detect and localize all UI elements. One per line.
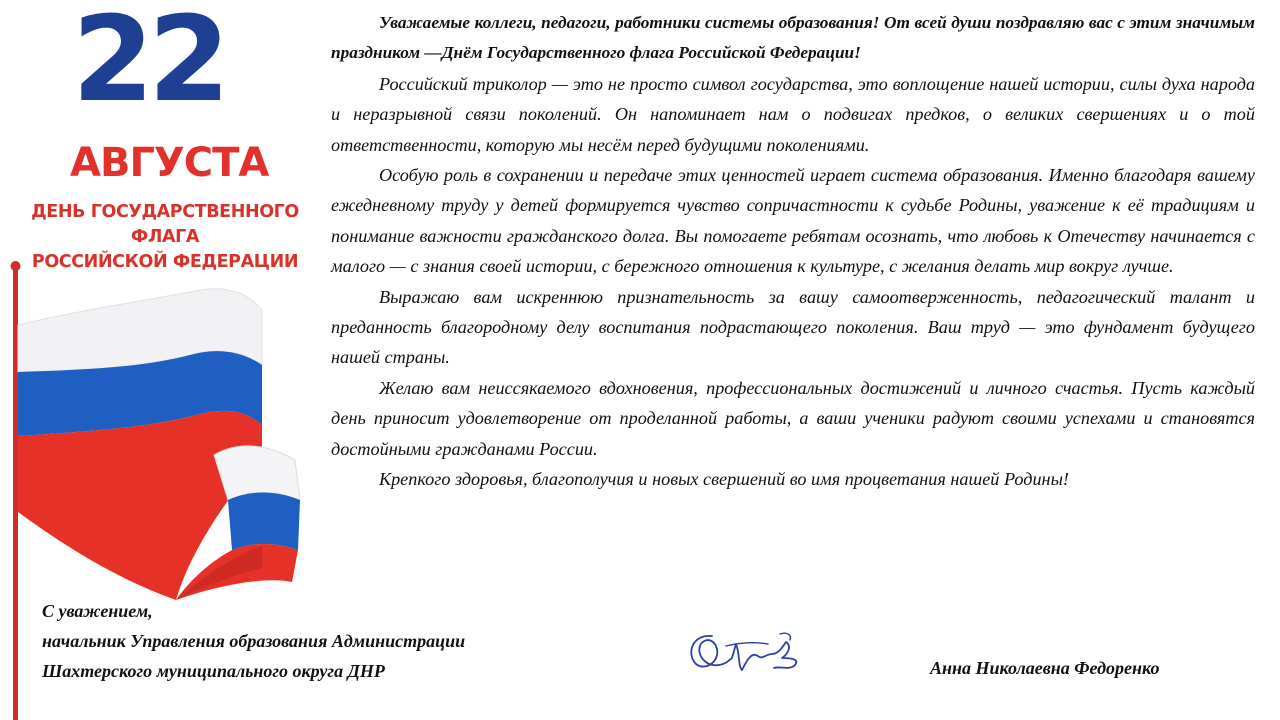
holiday-title-line1: ДЕНЬ ГОСУДАРСТВЕННОГО ФЛАГА (31, 202, 299, 247)
closing-regards: С уважением, (42, 601, 153, 621)
flag-pole-finial (11, 261, 21, 271)
signer-name: Анна Николаевна Федоренко (930, 658, 1160, 678)
signer-organization: Шахтерского муниципального округа ДНР (42, 661, 385, 681)
date-month: АВГУСТА (70, 140, 269, 186)
letter-paragraph: Желаю вам неиссякаемого вдохновения, профессиональных достижений и личного счастья. Пусть каждый день приносит удовлетворение от проделанной работы, а ваши ученики радуют своими успехами и становятся достойными гражданами России. (331, 377, 1255, 459)
greeting-letter (331, 8, 1255, 495)
signer-position: начальник Управления образования Администрации (42, 631, 466, 651)
letter-paragraph: Выражаю вам искреннюю признательность за вашу самоотверженность, педагогический талант и преданность благородному делу воспитания подрастающего поколения. Ваш труд — это фундамент будущего нашей страны. (331, 286, 1255, 368)
flag-pole (13, 270, 18, 720)
letter-paragraph: Российский триколор — это не просто символ государства, это воплощение нашей истории, силы духа народа и неразрывной связи поколений. Он напоминает нам о подвигах предков, о великих свершениях и о той ответственности, которую мы несём перед будущими поколениями. (331, 73, 1255, 155)
letter-paragraph: Крепкого здоровья, благополучия и новых свершений во имя процветания нашей Родины! (379, 469, 1069, 490)
greeting-paragraph: Уважаемые коллеги, педагоги, работники системы образования! От всей души поздравляю вас с этим значимым праздником —Днём Государственного флага Российской Федерации! (331, 13, 1255, 63)
date-day: 22 (72, 0, 225, 128)
handwritten-signature (682, 624, 812, 684)
closing-block (42, 596, 465, 686)
letter-paragraph: Особую роль в сохранении и передаче этих ценностей играет система образования. Именно благодаря вашему ежедневному труду у детей формируется чувство сопричастности к судьбе Родины, уважение к её традициям и понимание важности гражданского долга. Вы помогаете ребятам осознать, что любовь к Отечеству начинается с малого — с знания своей истории, с бережного отношения к культуре, с желания делать мир вокруг лучше. (331, 165, 1255, 277)
holiday-title-line2: РОССИЙСКОЙ ФЕДЕРАЦИИ (31, 252, 299, 272)
